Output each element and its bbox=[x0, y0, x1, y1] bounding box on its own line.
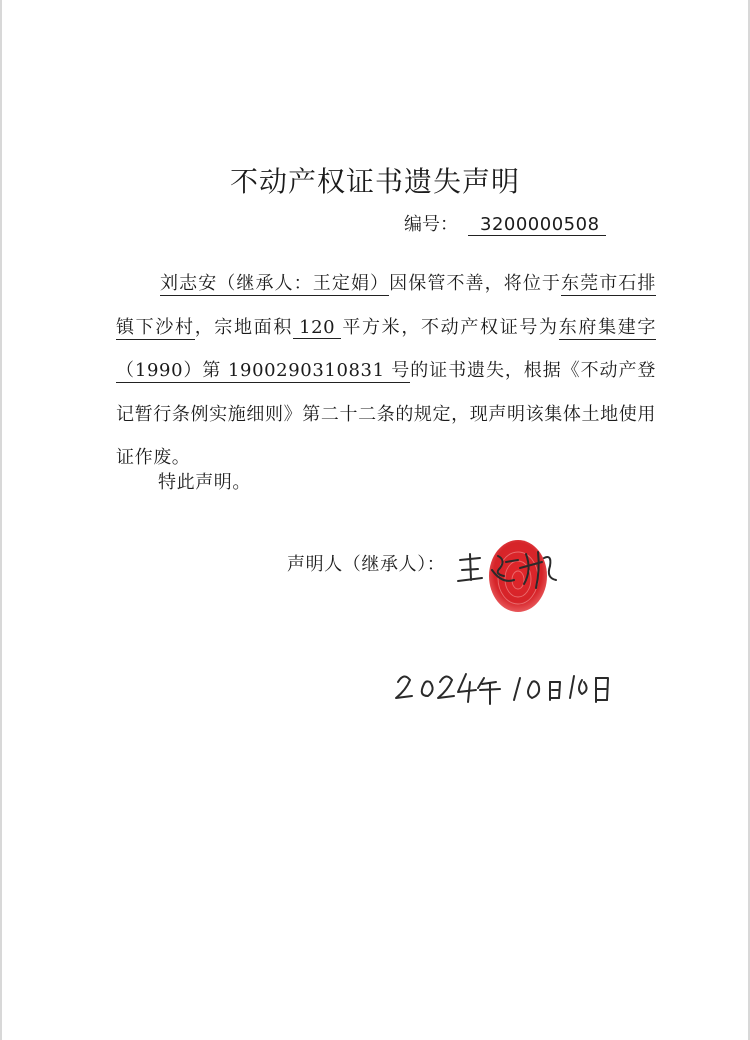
paragraph-text-4: 的证书遗失，根据《不动产登记暂行条例实施细则》第二十二条的规定，现声明该集体土地使用证作废。 bbox=[116, 360, 656, 468]
paragraph-text-2: ，宗地面积 bbox=[194, 316, 294, 338]
paragraph-text-3: 平方米，不动产权证号为 bbox=[341, 316, 559, 338]
handwritten-signature bbox=[440, 540, 580, 600]
statement-paragraph bbox=[116, 262, 656, 480]
paragraph-text-1: 因保管不善，将位于 bbox=[389, 273, 562, 294]
number-value: 3200000508 bbox=[468, 214, 606, 236]
closing-text: 特此声明。 bbox=[158, 472, 251, 493]
land-area: 120 bbox=[293, 317, 341, 339]
document-number bbox=[404, 210, 606, 236]
property-location: 东莞市石排镇下沙村 bbox=[116, 273, 657, 338]
number-label: 编号： bbox=[404, 214, 458, 235]
declarant-label: 声明人（继承人）： bbox=[287, 554, 446, 575]
owner-name: 刘志安（继承人：王定娟） bbox=[160, 273, 390, 294]
certificate-number: 东府集建字（1990）第 1900290310831 号 bbox=[116, 316, 657, 381]
document-title: 不动产权证书遗失声明 bbox=[229, 165, 520, 198]
handwritten-date bbox=[392, 660, 622, 710]
